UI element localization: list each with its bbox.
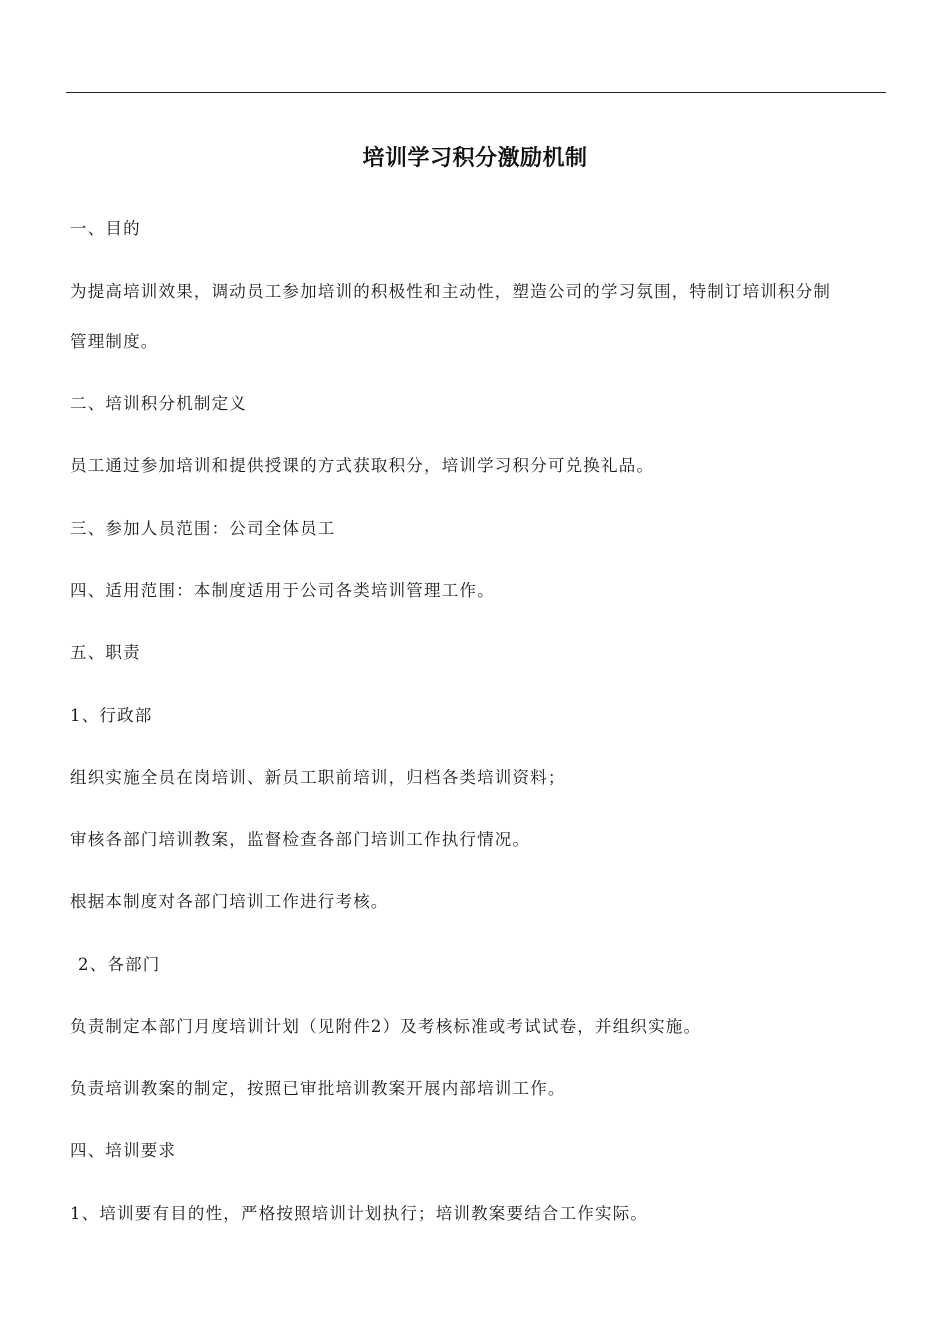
- paragraph-admin-duty-2: 审核各部门培训教案，监督检查各部门培训工作执行情况。: [70, 830, 531, 849]
- section-heading-purpose: 一、目的: [70, 219, 141, 238]
- paragraph-dept-duty-2: 负责培训教案的制定，按照已审批培训教案开展内部培训工作。: [70, 1079, 566, 1098]
- paragraph-definition: 员工通过参加培训和提供授课的方式获取积分，培训学习积分可兑换礼品。: [70, 456, 655, 475]
- paragraph-dept-duty-1: 负责制定本部门月度培训计划（见附件2）及考核标准或考试试卷，并组织实施。: [70, 1017, 702, 1036]
- paragraph-admin-duty-1: 组织实施全员在岗培训、新员工职前培训，归档各类培训资料；: [70, 768, 566, 787]
- document-title: 培训学习积分激励机制: [362, 146, 588, 171]
- section-heading-definition: 二、培训积分机制定义: [70, 394, 247, 413]
- paragraph-purpose-line-1: 为提高培训效果，调动员工参加培训的积极性和主动性，塑造公司的学习氛围，特制订培训积分制: [70, 282, 832, 301]
- paragraph-requirement-1: 1、培训要有目的性，严格按照培训计划执行；培训教案要结合工作实际。: [70, 1204, 649, 1223]
- section-heading-participants: 三、参加人员范围：公司全体员工: [70, 519, 336, 538]
- section-heading-scope: 四、适用范围：本制度适用于公司各类培训管理工作。: [70, 581, 495, 600]
- paragraph-admin-duty-3: 根据本制度对各部门培训工作进行考核。: [70, 892, 389, 911]
- section-heading-requirements: 四、培训要求: [70, 1141, 177, 1160]
- subheading-admin-dept: 1、行政部: [70, 706, 153, 725]
- paragraph-purpose-line-2: 管理制度。: [70, 332, 159, 351]
- subheading-departments: 2、各部门: [78, 955, 161, 974]
- header-rule: [66, 92, 886, 93]
- section-heading-duties: 五、职责: [70, 643, 141, 662]
